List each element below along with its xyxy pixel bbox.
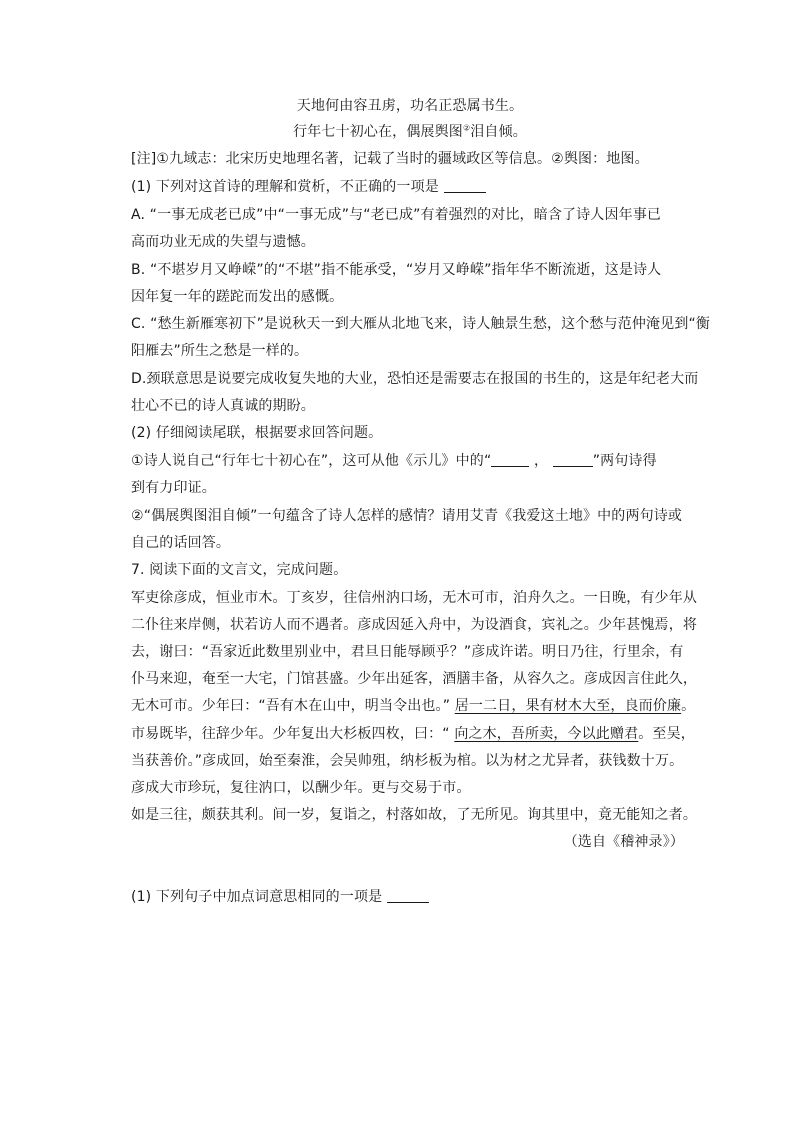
answer-blank[interactable] bbox=[387, 888, 429, 903]
question-2-part-1: ①诗人说自己“行年七十初心在”，这可从他《示儿》中的“ ， ”两句诗得 bbox=[131, 453, 657, 469]
question-2-stem: (2) 仔细阅读尾联，根据要求回答问题。 bbox=[131, 425, 383, 441]
option-d-line-1: D.颈联意思是说要完成收复失地的大业，恐怕还是需要志在报国的书生的，这是年纪老大而 bbox=[131, 371, 699, 387]
answer-blank[interactable] bbox=[491, 452, 529, 467]
option-a-line-1: A. “一事无成老已成”中“一事无成”与“老已成”有着强烈的对比，暗含了诗人因年事已 bbox=[131, 207, 662, 223]
option-c-line-2: 阳雁去”所生之愁是一样的。 bbox=[131, 343, 309, 359]
option-c-line-1: C. “愁生新雁寒初下”是说秋天一到大雁从北地飞来，诗人触景生愁，这个愁与范仲淹见到“衡 bbox=[131, 316, 711, 332]
passage-source: （选自《稽神录》） bbox=[563, 834, 684, 850]
passage-line-4: 仆马来迎，奄至一大宅，门馆甚盛。少年出延客，酒膳丰备，从容久之。彦成因言住此久， bbox=[131, 671, 697, 687]
question-7-title: 7. 阅读下面的文言文，完成问题。 bbox=[131, 562, 348, 578]
question-2-part-2-cont: 自己的话回答。 bbox=[131, 535, 231, 551]
poem-line-1: 天地何由容丑虏，功名正恐属书生。 bbox=[296, 98, 524, 114]
footnote-mark: ② bbox=[462, 123, 471, 133]
passage-line-3: 去，谢曰：“吾家近此数里别业中，君旦日能辱顾乎？”彦成许诺。明日乃往，行里余，有 bbox=[131, 644, 684, 660]
option-b-line-2: 因年复一年的蹉跎而发出的感慨。 bbox=[131, 289, 344, 305]
passage-line-1: 军吏徐彦成，恒业市木。丁亥岁，往信州汭口场，无木可市，泊舟久之。一日晚，有少年从 bbox=[131, 590, 697, 606]
option-a-line-2: 高而功业无成的失望与遗憾。 bbox=[131, 234, 315, 250]
answer-blank[interactable] bbox=[553, 452, 593, 467]
passage-line-9: 如是三往，颇获其利。间一岁，复诣之，村落如故，了无所见。询其里中，竟无能知之者。 bbox=[131, 807, 697, 823]
question-2-part-2: ②“偶展舆图泪自倾”一句蕴含了诗人怎样的感情？请用艾青《我爱这土地》中的两句诗或 bbox=[131, 508, 683, 524]
passage-line-8: 彦成大市珍玩，复往汭口，以酬少年。更与交易于市。 bbox=[131, 780, 471, 796]
passage-line-5: 无木可市。少年曰：“吾有木在山中，明当令出也。” 居一二日，果有材木大至，良而价廉。 bbox=[131, 698, 696, 714]
passage-line-2: 二仆往来岸侧，状若访人而不遇者。彦成因延入舟中，为设酒食，宾礼之。少年甚愧焉，将 bbox=[131, 617, 697, 633]
passage-line-7: 当获善价。”彦成回，始至秦淮，会吴帅殂，纳杉板为棺。以为材之尤异者，获钱数十万。 bbox=[131, 753, 684, 769]
answer-blank[interactable] bbox=[444, 178, 486, 193]
underlined-sentence-1: 居一二日，果有材木大至，良而价廉 bbox=[454, 698, 682, 714]
passage-line-6: 市易既毕，往辞少年。少年复出大杉板四枚，曰：“ 向之木，吾所卖，今以此赠君。至吴， bbox=[131, 726, 695, 742]
question-2-part-1-cont: 到有力印证。 bbox=[131, 480, 216, 496]
poem-note: [注]①九域志：北宋历史地理名著，记载了当时的疆域政区等信息。②舆图：地图。 bbox=[131, 151, 649, 167]
question-7-1-stem: (1) 下列句子中加点词意思相同的一项是 bbox=[131, 887, 701, 907]
underlined-sentence-2: 向之木，吾所卖，今以此赠君 bbox=[454, 726, 639, 742]
question-1-stem: (1) 下列对这首诗的理解和赏析，不正确的一项是 bbox=[131, 177, 701, 197]
option-b-line-1: B. “不堪岁月又峥嵘”的“不堪”指不能承受，“岁月又峥嵘”指年华不断流逝，这是诗人 bbox=[131, 262, 662, 278]
option-d-line-2: 壮心不已的诗人真诚的期盼。 bbox=[131, 398, 315, 414]
poem-line-2: 行年七十初心在，偶展舆图②泪自倾。 bbox=[293, 123, 527, 140]
